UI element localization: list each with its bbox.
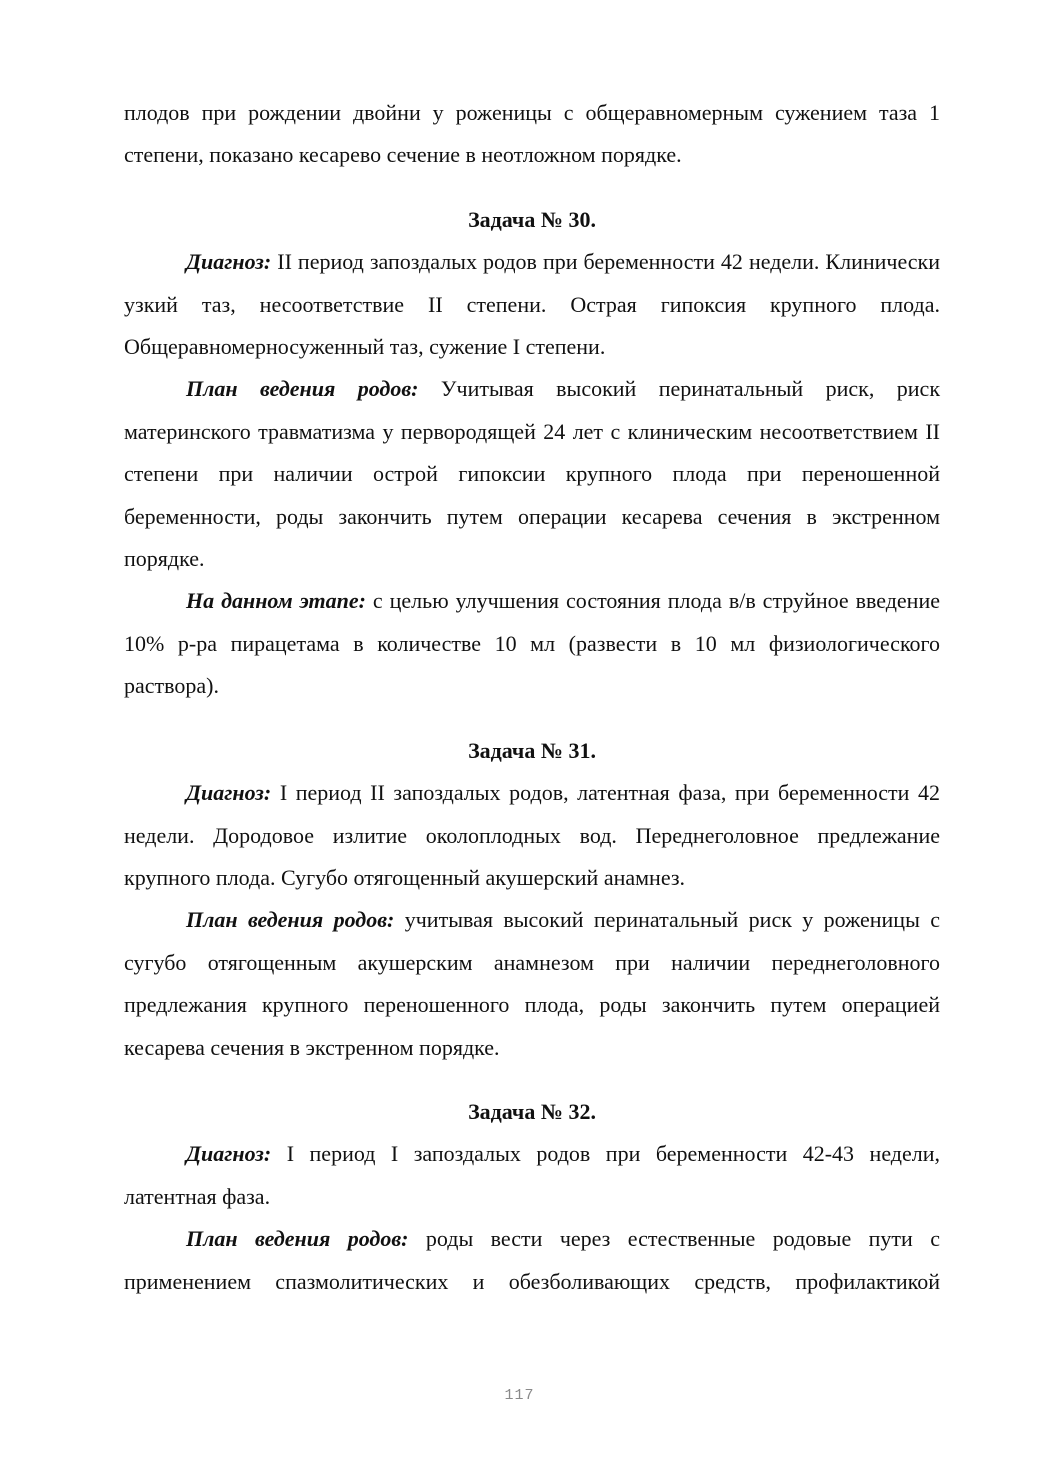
- page-content: [124, 92, 940, 1303]
- paragraph-lead: Диагноз: [186, 780, 264, 806]
- lead-separator: :: [411, 376, 419, 402]
- task-32-plan: [124, 1218, 940, 1303]
- task-31-diagnosis: [124, 772, 940, 899]
- paragraph-text: Учитывая высокий перинатальный риск, риск материнского травматизма у первородящей 24 лет с клиническим несоответствием II степени при наличии острой гипоксии крупного плода при переношенной беременности, роды закончить путем операции кесарева сечения в экстренном порядке.: [124, 376, 941, 572]
- task-31-heading: Задача № 31.: [468, 737, 596, 763]
- task-30-heading: Задача № 30.: [468, 206, 596, 232]
- paragraph-lead: На данном этапе:: [186, 588, 366, 614]
- lead-separator: :: [263, 780, 272, 806]
- task-31-plan: [124, 899, 940, 1069]
- task-32-heading: Задача № 32.: [468, 1098, 596, 1124]
- task-30-current-stage: [124, 580, 940, 707]
- task-32-diagnosis: [124, 1133, 940, 1218]
- paragraph-text: с целью улучшения состояния плода в/в струйное введение 10% р-ра пирацетама в количестве 10 мл (развести в 10 мл физиологического раствора).: [124, 588, 940, 699]
- paragraph-text: учитывая высокий перинатальный риск у роженицы с сугубо отягощенным акушерским анамнезом при наличии переднеголовного предлежания крупного переношенного плода, роды закончить путем операцией кесарева сечения в экстренном порядке.: [124, 907, 940, 1060]
- lead-separator: :: [263, 249, 272, 275]
- paragraph-text: I период II запоздалых родов, латентная фаза, при беременности 42 недели. Дородовое излитие околоплодных вод. Переднеголовное предлежание крупного плода. Сугубо отягощенный акушерский анамнез.: [124, 780, 940, 890]
- page-number: 117: [504, 1387, 535, 1404]
- paragraph-lead: План ведения родов: [186, 1226, 402, 1252]
- intro-paragraph: плодов при рождении двойни у роженицы с общеравномерным сужением таза 1 степени, показано кесарево сечение в неотложном порядке.: [124, 100, 940, 168]
- paragraph-text: I период I запоздалых родов при беременности 42-43 недели, латентная фаза.: [124, 1141, 940, 1209]
- paragraph-lead: Диагноз:: [186, 1141, 272, 1167]
- task-30-diagnosis: [124, 241, 940, 368]
- paragraph-lead: Диагноз: [186, 249, 264, 275]
- paragraph-lead: План ведения родов: [186, 376, 412, 402]
- paragraph-text: роды вести через естественные родовые пути с применением спазмолитических и обезболивающих средств, профилактикой: [124, 1226, 940, 1294]
- lead-separator: :: [387, 907, 395, 933]
- task-30-plan: [124, 368, 940, 580]
- paragraph-lead: План ведения родов: [186, 907, 388, 933]
- lead-separator: :: [401, 1226, 409, 1252]
- paragraph-text: II период запоздалых родов при беременности 42 недели. Клинически узкий таз, несоответствие II степени. Острая гипоксия крупного плода. Общеравномерносуженный таз, сужение I степени.: [124, 249, 940, 360]
